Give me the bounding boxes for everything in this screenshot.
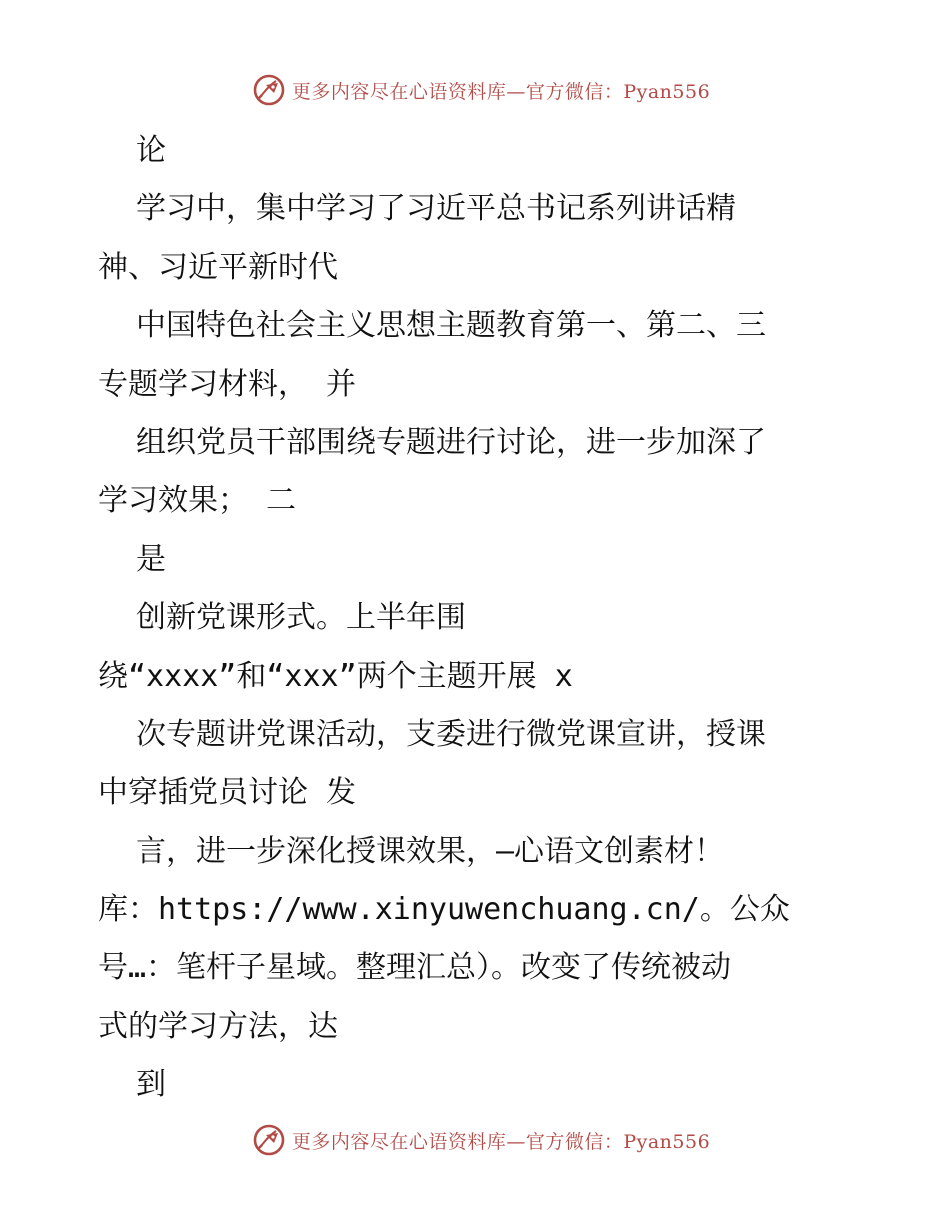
text-line: 绕“xxxx”和“xxx”两个主题开展 x: [98, 658, 573, 694]
text-line: 学习效果； 二: [98, 483, 297, 519]
text-line: 专题学习材料， 并: [98, 366, 357, 402]
header-banner: [0, 70, 950, 110]
pen-nib-logo-icon: [252, 73, 286, 107]
text-line: 学习中，集中学习了习近平总书记系列讲话精: [136, 191, 736, 227]
body-text: [98, 122, 878, 1115]
footer-banner: [0, 1120, 950, 1160]
text-line: 组织党员干部围绕专题进行讨论，进一步加深了: [136, 424, 766, 460]
text-line: 是: [136, 541, 166, 577]
pen-nib-logo-icon: [252, 1123, 286, 1157]
text-line: 库：https://www.xinyuwenchuang.cn/。公众: [98, 892, 790, 928]
text-line: 式的学习方法，达: [98, 1008, 338, 1044]
text-line: 神、习近平新时代: [98, 249, 338, 285]
text-line: 次专题讲党课活动，支委进行微党课宣讲，授课: [136, 716, 766, 752]
text-line: 言，进一步深化授课效果，—心语文创素材！: [136, 833, 725, 869]
text-line: 中穿插党员讨论 发: [98, 775, 357, 811]
text-line: 到: [136, 1067, 166, 1103]
text-line: 创新党课形式。上半年围: [136, 600, 466, 636]
text-line: 号…：笔杆子星域。整理汇总）。改变了传统被动: [98, 950, 732, 986]
header-text: 更多内容尽在心语资料库—官方微信：Pyan556: [291, 80, 711, 103]
text-line: 论: [136, 133, 166, 168]
text-line: 中国特色社会主义思想主题教育第一、第二、三: [136, 308, 766, 344]
footer-text: 更多内容尽在心语资料库—官方微信：Pyan556: [291, 1130, 711, 1153]
